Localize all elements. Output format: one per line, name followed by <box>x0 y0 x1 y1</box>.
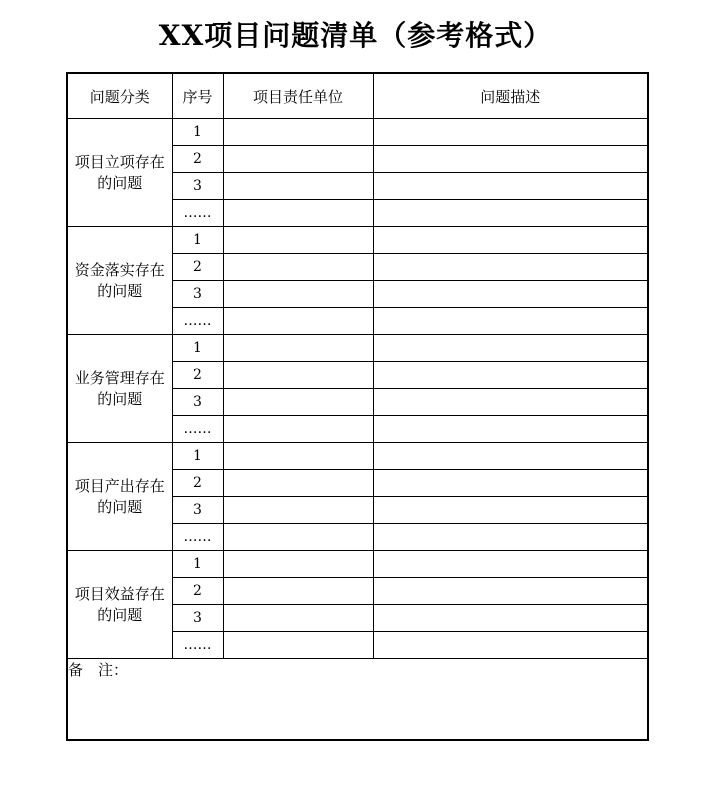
seq-cell: 3 <box>172 605 223 632</box>
table-row <box>67 335 648 362</box>
unit-cell[interactable] <box>223 335 373 362</box>
desc-cell[interactable] <box>373 416 648 443</box>
unit-cell[interactable] <box>223 605 373 632</box>
seq-cell: 2 <box>172 254 223 281</box>
unit-cell[interactable] <box>223 173 373 200</box>
header-category: 问题分类 <box>67 73 172 119</box>
desc-cell[interactable] <box>373 119 648 146</box>
category-cell: 项目产出存在的问题 <box>67 443 172 551</box>
desc-cell[interactable] <box>373 497 648 524</box>
seq-cell: …… <box>172 200 223 227</box>
table-body <box>67 119 648 659</box>
desc-cell[interactable] <box>373 227 648 254</box>
seq-cell: 1 <box>172 335 223 362</box>
desc-cell[interactable] <box>373 254 648 281</box>
header-desc: 问题描述 <box>373 73 648 119</box>
seq-cell: 3 <box>172 173 223 200</box>
seq-cell: 1 <box>172 551 223 578</box>
desc-cell[interactable] <box>373 389 648 416</box>
category-cell: 资金落实存在的问题 <box>67 227 172 335</box>
unit-cell[interactable] <box>223 362 373 389</box>
desc-cell[interactable] <box>373 200 648 227</box>
unit-cell[interactable] <box>223 578 373 605</box>
unit-cell[interactable] <box>223 227 373 254</box>
issue-list-table <box>66 72 649 741</box>
category-cell: 业务管理存在的问题 <box>67 335 172 443</box>
desc-cell[interactable] <box>373 281 648 308</box>
seq-cell: 2 <box>172 362 223 389</box>
seq-cell: 3 <box>172 389 223 416</box>
seq-cell: …… <box>172 632 223 659</box>
desc-cell[interactable] <box>373 470 648 497</box>
seq-cell: …… <box>172 524 223 551</box>
unit-cell[interactable] <box>223 443 373 470</box>
seq-cell: 3 <box>172 497 223 524</box>
seq-cell: 1 <box>172 443 223 470</box>
unit-cell[interactable] <box>223 281 373 308</box>
desc-cell[interactable] <box>373 578 648 605</box>
header-seq: 序号 <box>172 73 223 119</box>
seq-cell: 3 <box>172 281 223 308</box>
seq-cell: …… <box>172 308 223 335</box>
desc-cell[interactable] <box>373 146 648 173</box>
unit-cell[interactable] <box>223 524 373 551</box>
category-cell: 项目效益存在的问题 <box>67 551 172 659</box>
desc-cell[interactable] <box>373 335 648 362</box>
unit-cell[interactable] <box>223 146 373 173</box>
unit-cell[interactable] <box>223 416 373 443</box>
unit-cell[interactable] <box>223 389 373 416</box>
header-unit: 项目责任单位 <box>223 73 373 119</box>
category-cell: 项目立项存在的问题 <box>67 119 172 227</box>
unit-cell[interactable] <box>223 551 373 578</box>
unit-cell[interactable] <box>223 308 373 335</box>
seq-cell: 1 <box>172 119 223 146</box>
unit-cell[interactable] <box>223 254 373 281</box>
table-row <box>67 551 648 578</box>
header-row <box>67 73 648 119</box>
seq-cell: 2 <box>172 146 223 173</box>
desc-cell[interactable] <box>373 632 648 659</box>
seq-cell: …… <box>172 416 223 443</box>
table-row <box>67 227 648 254</box>
desc-cell[interactable] <box>373 308 648 335</box>
seq-cell: 2 <box>172 578 223 605</box>
unit-cell[interactable] <box>223 200 373 227</box>
table-row <box>67 443 648 470</box>
desc-cell[interactable] <box>373 551 648 578</box>
unit-cell[interactable] <box>223 119 373 146</box>
desc-cell[interactable] <box>373 605 648 632</box>
note-row <box>67 659 648 741</box>
desc-cell[interactable] <box>373 362 648 389</box>
unit-cell[interactable] <box>223 497 373 524</box>
seq-cell: 2 <box>172 470 223 497</box>
page-title: XX项目问题清单（参考格式） <box>158 19 553 52</box>
seq-cell: 1 <box>172 227 223 254</box>
desc-cell[interactable] <box>373 524 648 551</box>
note-cell: 备 注： <box>67 659 648 741</box>
table-row <box>67 119 648 146</box>
unit-cell[interactable] <box>223 632 373 659</box>
unit-cell[interactable] <box>223 470 373 497</box>
desc-cell[interactable] <box>373 443 648 470</box>
desc-cell[interactable] <box>373 173 648 200</box>
